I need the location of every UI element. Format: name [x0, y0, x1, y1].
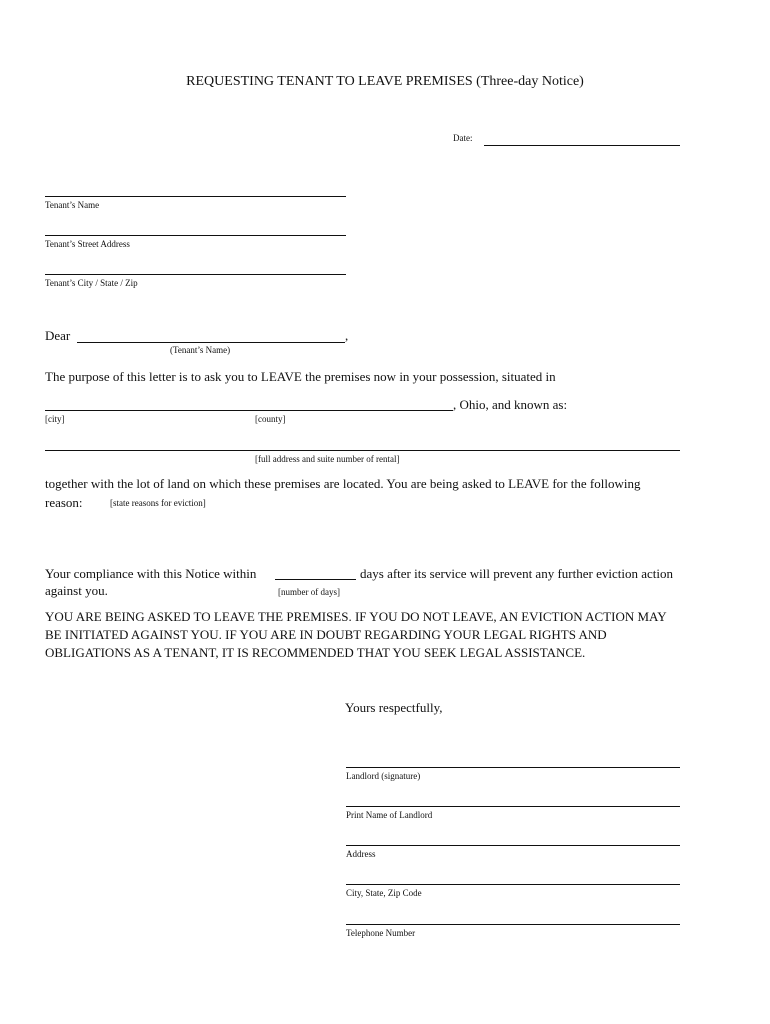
ohio-text: , Ohio, and known as: [453, 397, 568, 412]
address-hint: [full address and suite number of rental] [255, 454, 400, 464]
days-field[interactable] [275, 579, 356, 580]
landlord-phone-label: Telephone Number [346, 928, 416, 938]
purpose-text: The purpose of this letter is to ask you to LEAVE the premises now in your possession, situated in [45, 369, 556, 384]
salutation-dear: Dear [45, 328, 71, 343]
reason-hint: [state reasons for eviction] [110, 498, 206, 508]
city-hint: [city] [45, 414, 65, 424]
county-hint: [county] [255, 414, 286, 424]
landlord-phone-field[interactable] [346, 924, 680, 925]
reason-line2: reason: [45, 495, 83, 510]
landlord-city-field[interactable] [346, 884, 680, 885]
salutation-name-field[interactable] [77, 342, 345, 343]
landlord-address-field[interactable] [346, 845, 680, 846]
salutation-comma: , [345, 328, 349, 343]
city-county-field[interactable] [45, 410, 453, 411]
warning-line1: YOU ARE BEING ASKED TO LEAVE THE PREMISES. IF YOU DO NOT LEAVE, AN EVICTION ACTION MAY [45, 609, 667, 624]
tenant-street-label: Tenant’s Street Address [45, 239, 130, 249]
landlord-signature-field[interactable] [346, 767, 680, 768]
compliance-text-before: Your compliance with this Notice within [45, 566, 257, 581]
landlord-print-name-field[interactable] [346, 806, 680, 807]
landlord-print-name-label: Print Name of Landlord [346, 810, 433, 820]
warning-line3: OBLIGATIONS AS A TENANT, IT IS RECOMMENDED THAT YOU SEEK LEGAL ASSISTANCE. [45, 645, 586, 660]
page-title: REQUESTING TENANT TO LEAVE PREMISES (Three-day Notice) [186, 74, 584, 89]
closing: Yours respectfully, [345, 700, 443, 715]
tenant-street-field[interactable] [45, 235, 346, 236]
date-field[interactable] [484, 145, 680, 146]
compliance-text-after: days after its service will prevent any further eviction action [360, 566, 673, 581]
tenant-name-field[interactable] [45, 196, 346, 197]
address-field[interactable] [45, 450, 680, 451]
tenant-city-label: Tenant’s City / State / Zip [45, 278, 138, 288]
salutation-name-hint: (Tenant’s Name) [170, 345, 231, 355]
reason-line1: together with the lot of land on which these premises are located. You are being asked to LEAVE for the following [45, 476, 641, 491]
tenant-name-label: Tenant’s Name [45, 200, 100, 210]
days-hint: [number of days] [278, 587, 340, 597]
landlord-address-label: Address [346, 849, 376, 859]
landlord-city-label: City, State, Zip Code [346, 888, 422, 898]
date-label: Date: [453, 133, 473, 143]
tenant-city-field[interactable] [45, 274, 346, 275]
compliance-line2: against you. [45, 583, 108, 598]
warning-line2: BE INITIATED AGAINST YOU. IF YOU ARE IN DOUBT REGARDING YOUR LEGAL RIGHTS AND [45, 627, 607, 642]
landlord-signature-label: Landlord (signature) [346, 771, 421, 781]
